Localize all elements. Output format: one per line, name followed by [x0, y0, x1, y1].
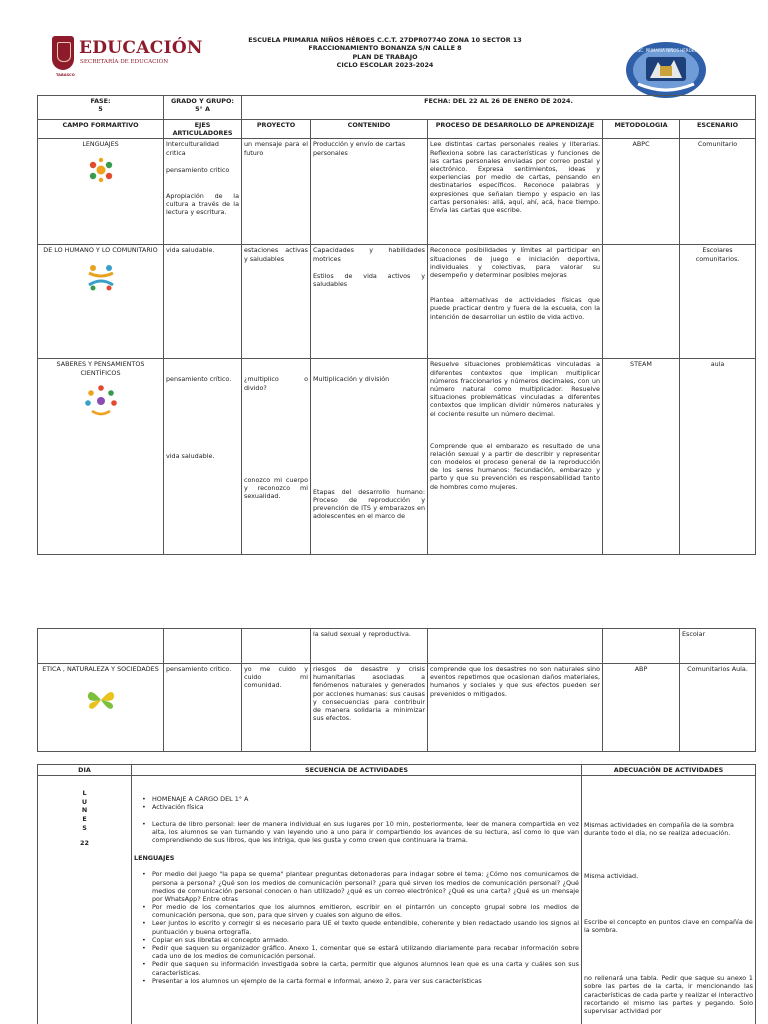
- plan-table: [37, 95, 756, 555]
- proceso-etica: comprende que los desastres no son naturales sino eventos repetimos que ocasionan daños materiales, humanos y sociales y que sus efectos pueden ser prevenidos o mitigados.: [428, 664, 603, 752]
- col-ejes: EJES ARTICULADORES: [164, 120, 242, 139]
- day-name: [40, 789, 129, 832]
- grado-value: 5° A: [195, 105, 210, 114]
- col-contenido: CONTENIDO: [311, 120, 428, 139]
- activities-block-3: [142, 870, 579, 985]
- activity-item: • HOMENAJE A CARGO DEL 1° A: [142, 795, 579, 803]
- metodologia-humano: [603, 245, 680, 359]
- logo-title: EDUCACIÓN: [79, 38, 203, 58]
- escenario-humano: Escolares comunitarios.: [680, 245, 756, 359]
- proceso-humano-1: Reconoce posibilidades y límites al participar en situaciones de juego e iniciación deportiva, individuales y colectivas, para valorar su desempeño y determinar posibles mejoras: [430, 246, 600, 279]
- sequence-table: [37, 764, 756, 1024]
- col-dia: DIA: [38, 765, 132, 776]
- logo-state: TABASCO: [56, 73, 75, 77]
- eje-saberes-1: pensamiento crítico.: [166, 375, 232, 384]
- header-line-3: PLAN DE TRABAJO: [352, 52, 418, 61]
- col-adecuacion: ADECUACIÓN DE ACTIVIDADES: [582, 765, 756, 776]
- proyecto-saberes: [242, 359, 311, 555]
- proyecto-saberes-2: conozco mi cuerpo y reconozco mi sexualidad.: [244, 475, 308, 501]
- plan-table-continued: [37, 628, 756, 752]
- activity-item: • Presentar a los alumnos un ejemplo de la carta formal e informal, anexo 2, para ver sus características: [142, 977, 579, 985]
- row-humano: [38, 245, 756, 359]
- contenido-saberes: [311, 359, 428, 555]
- day-cell: [38, 776, 132, 1024]
- header-line-2: FRACCIONAMIENTO BONANZA S/N CALLE 8: [308, 44, 462, 53]
- activity-item: • Lectura de libro personal: leer de manera individual en sus lugares por 10 min, posteriormente, leer de manera compartida en voz alta, los alumnos se van turnando y van leyendo uno a uno para ir compartiendo los avances de su lectura, así como lo que van comprendiendo de sus libros, que les intriga, que les gusta y como creen que continuara la trama.: [142, 820, 579, 845]
- eje-saberes-2: vida saludable.: [166, 451, 215, 460]
- sequence-cell: [132, 776, 582, 1024]
- row-saberes: [38, 359, 756, 555]
- campo-label: DE LO HUMANO Y LO COMUNITARIO: [43, 246, 158, 255]
- proyecto-etica: yo me cuido y cuido mi comunidad.: [242, 664, 311, 752]
- grado-label: GRADO Y GRUPO:: [171, 97, 234, 105]
- escenario-cont: Escolar: [680, 629, 756, 664]
- eje-cont: [164, 629, 242, 664]
- contenido-humano-2: Estilos de vida activos y saludables: [313, 271, 425, 288]
- activity-item: • Pedir que saquen su organizador gráfico. Anexo 1, comentar que se estará utilizando diariamente para recabar información sobre cada uno de los medios de comunicación personal.: [142, 944, 579, 960]
- campo-lenguajes: [38, 139, 164, 245]
- grado-cell: [164, 96, 242, 120]
- school-crest-icon: [624, 40, 708, 100]
- adecuacion-1: Mismas actividades en compañía de la sombra durante todo el día, no se realiza adecuación.: [584, 821, 734, 838]
- escenario-etica: Comunitarios Aula.: [680, 664, 756, 752]
- subject-title: LENGUAJES: [134, 854, 175, 863]
- activities-block-1: [142, 795, 579, 811]
- campo-label: SABERES Y PENSAMIENTOS CIENTÍFICOS: [56, 360, 145, 377]
- col-escenario: ESCENARIO: [680, 120, 756, 139]
- school-header: [200, 36, 570, 69]
- day-letter: N: [81, 806, 88, 815]
- campo-label: LENGUAJES: [82, 140, 119, 149]
- logo-subtitle: SECRETARÍA DE EDUCACIÓN: [80, 59, 169, 65]
- etica-icon: [84, 685, 118, 715]
- ejes-lenguajes: [164, 139, 242, 245]
- proceso-humano: [428, 245, 603, 359]
- adecuacion-4: no rellenará una tabla. Pedir que saque su anexo 1 sobre las partes de la carta, ir mencionando las características de cada parte y realizar el interactivo recortando el mismo las partes y pegando. Solo supervisar actividad por: [584, 974, 753, 1015]
- col-proyecto: PROYECTO: [242, 120, 311, 139]
- col-secuencia: SECUENCIA DE ACTIVIDADES: [132, 765, 582, 776]
- proyecto-cont: [242, 629, 311, 664]
- fecha-cell: FECHA: DEL 22 AL 26 DE ENERO DE 2024.: [242, 96, 756, 120]
- row-lenguajes: [38, 139, 756, 245]
- contenido-humano: [311, 245, 428, 359]
- day-number: 22: [80, 839, 89, 848]
- school-logo: [624, 40, 708, 100]
- contenido-cont: la salud sexual y reproductiva.: [311, 629, 428, 664]
- proceso-cont: [428, 629, 603, 664]
- eje-lenguajes-3: Apropiación de la cultura a través de la lectura y escritura.: [166, 191, 239, 217]
- eje-etica: pensamiento critico.: [164, 664, 242, 752]
- campo-label: ETICA , NATURALEZA Y SOCIEDADES: [42, 665, 159, 673]
- metodologia-saberes: STEAM: [603, 359, 680, 555]
- school-logo-text: ESC. PRIMARIA NIÑOS HÉROES: [635, 48, 697, 53]
- activity-item: • Pedir que saquen su información investigada sobre la carta, permitir que algunos alumnos lean que es una carta y cuáles son sus características.: [142, 960, 579, 976]
- row-continuation: [38, 629, 756, 664]
- adecuacion-3: Escribe el concepto en puntos clave en compañía de la sombra.: [584, 917, 753, 934]
- sequence-header-row: [38, 765, 756, 776]
- proyecto-saberes-1: ¿multiplico o divido?: [244, 375, 308, 392]
- day-letter: E: [82, 815, 87, 824]
- activity-item: • Leer juntos lo escrito y corregir si es necesario para UE el texto quede entendible, coherente y bien redactado usando los signos al puntuación y buena ortografía.: [142, 919, 579, 935]
- proceso-lenguajes: Lee distintas cartas personales reales y literarias. Reflexiona sobre las características y funciones de las cartas personales enviadas por correo postal y electrónico. Expresa sentimientos, ideas y experiencias por medio de cartas, pensando en destinatarios específicos. Reconoce palabras y expresiones que señalan tiempo y espacio en las cartas personales: allá, aquí, ahí, acá, hace tiempo. Envía las cartas que escribe.: [428, 139, 603, 245]
- day-letter: S: [82, 823, 87, 832]
- contenido-lenguajes: Producción y envío de cartas personales: [311, 139, 428, 245]
- activity-item: • Activación física: [142, 803, 579, 811]
- campo-saberes: [38, 359, 164, 555]
- proceso-saberes-2: Comprende que el embarazo es resultado de una relación sexual y a partir de describir y representar con modelos el proceso general de la reproducción de los seres humanos: fecundación, embarazo y parto y que su prevención es responsabilidad tanto de hombres como mujeres.: [430, 441, 600, 491]
- day-letter: U: [81, 797, 88, 806]
- proceso-humano-2: Plantea alternativas de actividades físicas que puede practicar dentro y fuera de la escuela, con la intención de desarrollar un estilo de vida activo.: [430, 296, 600, 321]
- proyecto-humano: estaciones activas y saludables: [242, 245, 311, 359]
- fase-value: 5: [98, 105, 103, 114]
- eje-lenguajes-1: Interculturalidad critica: [166, 140, 219, 157]
- contenido-saberes-2: Etapas del desarrollo humano: Proceso de reproducción y prevención de ITS y embarazos en adolescentes en el marco de: [313, 487, 425, 521]
- activity-item: • Por medio del juego "la papa se quema" plantear preguntas detonadoras para indagar sobre el tema: ¿Cómo nos comunicamos de persona a persona? ¿Qué son los medios de comunicación personal? ¿para qué sirven los medios de comunicación personal? ¿Qué medios de comunicación personal conocen o han utilizado? ¿qué es un correo electrónico? ¿Qué es una carta? ¿Qué es un mensaje por WhatsApp? Entre otras: [142, 870, 579, 903]
- adecuacion-2: Misma actividad.: [584, 871, 639, 880]
- escenario-lenguajes: Comunitario: [680, 139, 756, 245]
- campo-etica: [38, 664, 164, 752]
- col-campo: CAMPO FORMARTIVO: [38, 120, 164, 139]
- adecuacion-cell: [582, 776, 756, 1024]
- proceso-saberes-1: Resuelve situaciones problemáticas vinculadas a diferentes contextos que implican multiplicar números fraccionarios y números decimales, con un número natural como multiplicador. Resuelve situaciones problemáticas vinculadas a diferentes contextos que implican dividir números naturales y el cociente resulte un número decimal.: [430, 360, 600, 418]
- col-metodologia: METODOLOGIA: [603, 120, 680, 139]
- activities-block-2: [142, 820, 579, 845]
- contenido-humano-1: Capacidades y habilidades motrices: [313, 246, 425, 263]
- metodologia-etica: ABP: [603, 664, 680, 752]
- proceso-saberes: [428, 359, 603, 555]
- info-row: [38, 96, 756, 120]
- lenguajes-icon: [84, 155, 118, 185]
- escenario-saberes: aula: [680, 359, 756, 555]
- activity-item: • Por medio de los comentarios que los alumnos emitieron, escribir en el pintarrón un concepto grupal sobre los medios de comunicación persona, que son, para que sirven y cuales son alguno de ellos.: [142, 903, 579, 919]
- campo-humano: [38, 245, 164, 359]
- ejes-saberes: [164, 359, 242, 555]
- eje-humano: vida saludable.: [164, 245, 242, 359]
- fase-cell: [38, 96, 164, 120]
- campo-cont: [38, 629, 164, 664]
- activity-item: • Copiar en sus libretas el concepto armado.: [142, 936, 579, 944]
- contenido-saberes-1: Multiplicación y división: [313, 375, 390, 384]
- header-line-4: CICLO ESCOLAR 2023-2024: [336, 60, 434, 69]
- column-header-row: [38, 120, 756, 139]
- proyecto-lenguajes: un mensaje para el futuro: [242, 139, 311, 245]
- eje-lenguajes-2: pensamiento critico: [166, 165, 230, 174]
- saberes-icon: [82, 383, 120, 417]
- state-shield-icon: [52, 36, 74, 70]
- metodologia-lenguajes: ABPC: [603, 139, 680, 245]
- col-proceso: PROCESO DE DESARROLLO DE APRENDIZAJE: [428, 120, 603, 139]
- education-logo: [52, 34, 203, 78]
- day-letter: L: [82, 789, 87, 798]
- row-etica: [38, 664, 756, 752]
- metodologia-cont: [603, 629, 680, 664]
- header-line-1: ESCUELA PRIMARIA NIÑOS HÉROES C.C.T. 27DPR0774O ZONA 10 SECTOR 13: [248, 36, 522, 44]
- sequence-row-lunes: [38, 776, 756, 1024]
- humano-icon: [84, 261, 118, 291]
- contenido-etica: riesgos de desastre y crisis humanitarias asociadas a fenómenos naturales y generados por acciones humanas: sus causas y consecuencias para contribuir de manera solidaria a minimizar sus efectos.: [311, 664, 428, 752]
- fase-label: FASE:: [90, 97, 111, 105]
